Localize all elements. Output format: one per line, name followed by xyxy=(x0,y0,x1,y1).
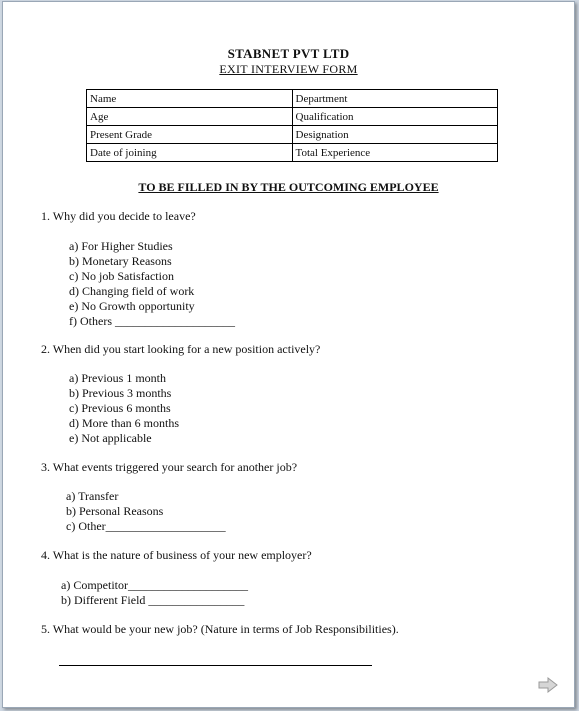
option-item: a) For Higher Studies xyxy=(69,239,173,253)
table-row xyxy=(87,90,498,108)
option-item: a) Transfer xyxy=(66,489,119,503)
table-cell: Age xyxy=(87,108,293,126)
arrow-right-icon[interactable] xyxy=(538,677,558,693)
question-4-options xyxy=(61,578,248,608)
option-item: d) More than 6 months xyxy=(69,416,179,430)
section-heading: TO BE FILLED IN BY THE OUTCOMING EMPLOYEE xyxy=(138,180,439,194)
option-item: b) Previous 3 months xyxy=(69,386,172,400)
table-cell: Name xyxy=(87,90,293,108)
question-1: 1. Why did you decide to leave? xyxy=(41,209,196,223)
option-item: b) Personal Reasons xyxy=(66,504,164,518)
arrow-right-icon-graphic xyxy=(538,677,558,693)
question-3-options xyxy=(66,489,226,534)
question-3: 3. What events triggered your search for another job? xyxy=(41,460,298,474)
table-row xyxy=(87,144,498,162)
option-item: d) Changing field of work xyxy=(69,284,195,298)
option-item: c) No job Satisfaction xyxy=(69,269,174,283)
option-item: e) Not applicable xyxy=(69,431,152,445)
table-cell: Present Grade xyxy=(87,126,293,144)
option-item: a) Competitor____________________ xyxy=(61,578,248,592)
question-2: 2. When did you start looking for a new position actively? xyxy=(41,342,321,356)
company-name: STABNET PVT LTD xyxy=(227,46,350,61)
table-cell: Qualification xyxy=(292,108,498,126)
question-1-options xyxy=(69,239,235,329)
table-cell: Total Experience xyxy=(292,144,498,162)
table-cell: Date of joining xyxy=(87,144,293,162)
table-cell: Designation xyxy=(292,126,498,144)
question-5: 5. What would be your new job? (Nature in terms of Job Responsibilities). xyxy=(41,622,399,636)
question-4: 4. What is the nature of business of your new employer? xyxy=(41,548,312,562)
employee-info-table xyxy=(86,89,498,162)
option-item: c) Other____________________ xyxy=(66,519,226,533)
option-item: e) No Growth opportunity xyxy=(69,299,195,313)
option-item: b) Different Field ________________ xyxy=(61,593,245,607)
option-item: f) Others ____________________ xyxy=(69,314,235,328)
answer-blank-line xyxy=(59,653,372,666)
table-cell: Department xyxy=(292,90,498,108)
form-title: EXIT INTERVIEW FORM xyxy=(219,62,358,76)
option-item: a) Previous 1 month xyxy=(69,371,166,385)
option-item: c) Previous 6 months xyxy=(69,401,171,415)
table-row xyxy=(87,126,498,144)
table-row xyxy=(87,108,498,126)
question-2-options xyxy=(69,371,179,446)
document-page xyxy=(2,1,575,708)
option-item: b) Monetary Reasons xyxy=(69,254,172,268)
